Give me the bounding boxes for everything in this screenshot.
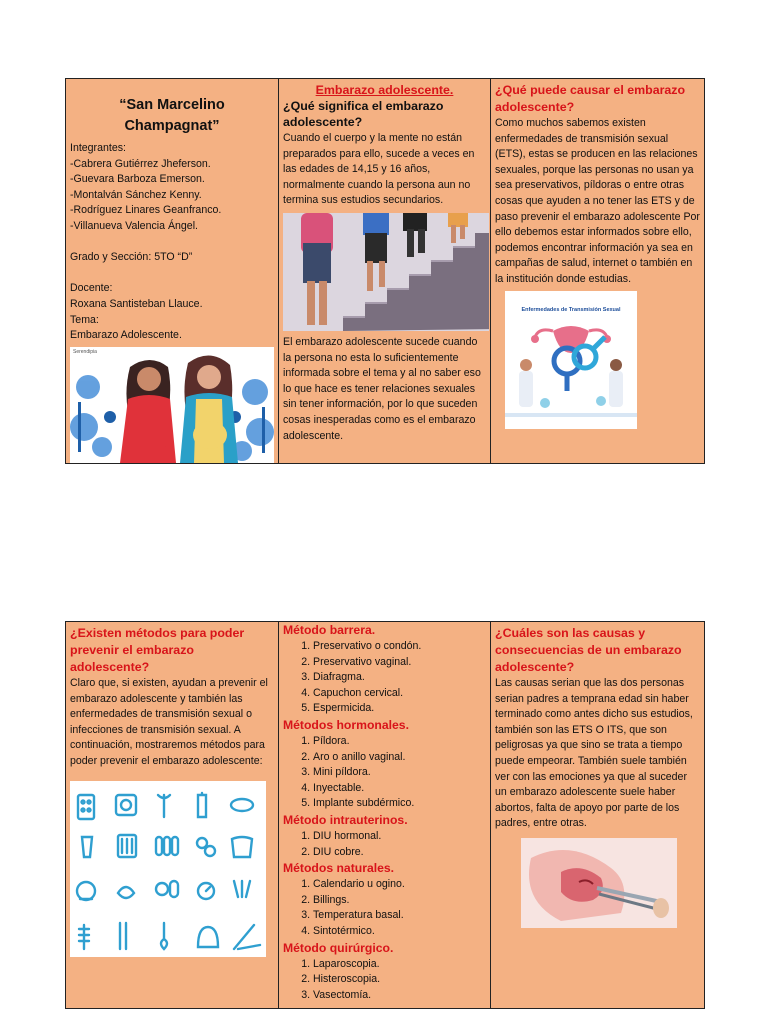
std-image-title: Enfermedades de Transmisión Sexual xyxy=(521,306,621,313)
info-line: Integrantes: xyxy=(70,142,126,154)
method-item: 3. Mini píldora. xyxy=(313,765,486,781)
brochure-back xyxy=(65,621,705,1009)
causes-question: ¿Qué puede causar el embarazo adolescente? xyxy=(495,83,686,114)
method-item: 2. Aro o anillo vaginal. xyxy=(313,750,486,766)
info-line: Roxana Santisteban Llauce. xyxy=(70,297,203,310)
image-credit: Serendipia xyxy=(73,348,97,355)
methods-column xyxy=(279,622,491,1008)
method-group xyxy=(283,860,486,939)
method-title: Método barrera. xyxy=(283,623,376,637)
method-item: 4. Inyectable. xyxy=(313,781,486,797)
contraceptive-icons-grid xyxy=(70,781,266,957)
spacer xyxy=(70,266,274,282)
method-item: 4. Sintotérmico. xyxy=(313,924,486,940)
method-list xyxy=(283,877,486,939)
school-name xyxy=(70,95,274,137)
method-title: Métodos naturales. xyxy=(283,861,395,876)
method-item: 1. Laparoscopia. xyxy=(313,957,486,973)
method-group xyxy=(283,812,486,860)
cover-info xyxy=(70,141,274,344)
medical-procedure-illustration xyxy=(521,838,677,928)
causes-column xyxy=(491,79,704,463)
method-item: 1. DIU hormonal. xyxy=(313,829,486,845)
method-title: Método intrauterinos. xyxy=(283,812,408,827)
pregnant-teens-art xyxy=(70,347,274,463)
medical-procedure-art xyxy=(521,838,677,928)
method-item: 2. Histeroscopia. xyxy=(313,972,486,988)
spacer xyxy=(70,235,274,251)
definition-text-2: El embarazo adolescente sucede cuando la persona no esta lo suficientemente informada sobre el tema y al no saber eso lo que hace es tener relaciones sexuales sin tener información, por lo que suceden cosas inesperadas como es el embarazo adolescente. xyxy=(283,335,481,442)
method-item: 3. Temperatura basal. xyxy=(313,908,486,924)
school-name-line: “San Marcelino xyxy=(119,97,225,113)
info-line: Grado y Sección: 5TO “D” xyxy=(70,251,193,264)
method-item: 5. Implante subdérmico. xyxy=(313,796,486,812)
causes-text: Como muchos sabemos existen enfermedades de transmisión sexual (ETS), estas se producen en las relaciones sexuales, porque las personas no usan ya sea preservativos, píldoras o entre otras cosas que ayuden a no tener las ETS y de paso prevenir el embarazo adolescente Por ello debemos estar informados sobre ello, podemos encontrar información ya sea en campañas de salud, internet o también en la institución donde estudias. xyxy=(495,117,700,285)
method-item: 1. Calendario u ogino. xyxy=(313,877,486,893)
method-item: 4. Capuchon cervical. xyxy=(313,686,486,702)
info-line: Embarazo Adolescente. xyxy=(70,329,182,342)
method-item: 5. Espermicida. xyxy=(313,701,486,717)
method-item: 1. Preservativo o condón. xyxy=(313,639,486,655)
method-item: 2. DIU cobre. xyxy=(313,845,486,861)
prevention-column xyxy=(66,622,279,1008)
method-item: 1. Píldora. xyxy=(313,734,486,750)
info-line: -Rodríguez Linares Geanfranco. xyxy=(70,204,222,217)
cover-column xyxy=(66,79,279,463)
students-stairs-art xyxy=(283,213,489,331)
std-illustration xyxy=(505,291,637,429)
method-list xyxy=(283,829,486,860)
school-name-line: Champagnat” xyxy=(124,118,220,134)
brochure-title: Embarazo adolescente. xyxy=(315,83,454,97)
consequences-question: ¿Cuáles son las causas y consecuencias de un embarazo adolescente? xyxy=(495,626,682,674)
info-line: -Cabrera Gutiérrez Jheferson. xyxy=(70,157,211,170)
info-line: Tema: xyxy=(70,313,99,326)
definition-question: ¿Qué significa el embarazo adolescente? xyxy=(283,99,444,129)
method-list xyxy=(283,957,486,1004)
method-group xyxy=(283,717,486,812)
consequences-text: Las causas serian que las dos personas serian padres a temprana edad sin haber terminado como antes dicho sus estudios, también son las ETS O ITS, que son peligrosas ya que sino se trata a tiempo puede empeorar. También suele también ver con las emociones ya que al suceder un embarazo adolescente suele haber abortos, falta de apoyo por parte de los padres, entre otras. xyxy=(495,677,693,830)
method-item: 2. Preservativo vaginal. xyxy=(313,655,486,671)
method-item: 3. Diafragma. xyxy=(313,670,486,686)
consequences-column xyxy=(491,622,704,1008)
brochure-front xyxy=(65,78,705,464)
method-item: 3. Vasectomía. xyxy=(313,988,486,1004)
info-line: Docente: xyxy=(70,282,113,295)
definition-column xyxy=(279,79,491,463)
info-line: -Villanueva Valencia Ángel. xyxy=(70,219,198,232)
prevention-question: ¿Existen métodos para poder prevenir el embarazo adolescente? xyxy=(70,626,245,674)
prevention-text: Claro que, si existen, ayudan a prevenir el embarazo adolescente y también las enfermedades de transmisión sexual o infecciones de transmisión sexual. A continuación, mostraremos métodos para poder prevenir el embarazo adolescente: xyxy=(70,677,268,767)
pregnant-teens-illustration xyxy=(70,347,274,463)
method-list xyxy=(283,639,486,717)
definition-text: Cuando el cuerpo y la mente no están preparados para ello, sucede a veces en las edades de 14,15 y 16 años, normalmente cuando la persona aun no termina sus estudios secundarios. xyxy=(283,132,475,207)
method-item: 2. Billings. xyxy=(313,893,486,909)
info-line: -Montalván Sánchez Kenny. xyxy=(70,188,202,201)
method-list xyxy=(283,734,486,812)
contraceptive-icons-art xyxy=(70,781,266,957)
method-title: Método quirúrgico. xyxy=(283,940,394,955)
method-group xyxy=(283,940,486,1004)
info-line: -Guevara Barboza Emerson. xyxy=(70,173,205,186)
method-title: Métodos hormonales. xyxy=(283,717,409,732)
method-group xyxy=(283,622,486,717)
students-stairs-photo xyxy=(283,213,489,331)
